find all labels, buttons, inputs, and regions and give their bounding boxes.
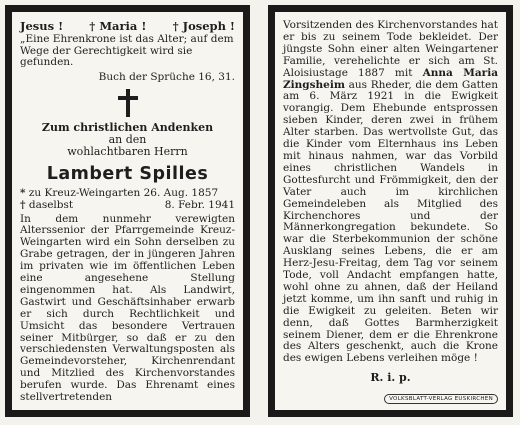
birth-text: zu Kreuz-Weingarten 26. Aug. 1857 [28,186,219,199]
invocation-jesus: Jesus ! [20,19,64,33]
biography-part1: Vorsitzenden des Kirchenvorstandes hat er bis zu seinem Tode bekleidet. Der jüngste Sohn einer alten Weingartener Familie, verehelichte er sich am St. Aloisiustage 1887 mit [283,19,498,79]
publisher-imprint: VOLKSBLATT-VERLAG EUSKIRCHEN [384,394,498,404]
invocation-joseph: † Joseph ! [172,19,235,33]
invocation-maria: † Maria ! [89,19,147,33]
memorial-honorific: wohlachtbaren Herrn [67,145,188,158]
cross-icon [118,89,138,117]
left-page [5,5,250,417]
spouse-name: Anna Maria Zingsheim [283,66,499,91]
memorial-subheading: an den [108,132,147,146]
right-page [268,5,513,417]
left-page-content [12,12,243,410]
death-line [20,199,235,211]
biography-part2: aus Rheder, die dem Gatten am 6. März 1921 in die Ewigkeit vorangig. Dem Ehebunde entsprossen sieben Kinder, deren zwei in frühem Alter starben. Das wertvollste Gut, das die Kinder vom Elternhaus ins Leben mit hinaus nahmen, war das Vorbild eines christlichen Wandels in Gottesfurcht und Frömmigkeit, den der Vater auch im kirchlichen Gemeindeleben als Mitglied des Kirchenchores und der Männerkongregation bekundete. So war die Sterbekommunion der schöne Ausklang seines Lebens, die er am Herz-Jesu-Freitag, dem Tag vor seinem Tode, voll Andacht empfangen hatte, wohl ohne zu ahnen, daß der Heiland jetzt komme, um ihn sanft und ruhig in die Ewigkeit zu geleiten. Beten wir denn, daß Gottes Barmherzigkeit seinem Diener, dem er die Ehrenkrone des Alters geschenkt, auch die Krone des ewigen Lebens verleihen möge ! [283,78,498,365]
deceased-name: Lambert Spilles [46,163,209,184]
death-place: daselbst [28,198,74,211]
cross-symbol: † [172,19,183,33]
quote-source: Buch der Sprüche 16, 31. [98,70,235,83]
bible-quote: „Eine Ehrenkrone ist das Alter; auf dem Wege der Gerechtigkeit wird sie gefunden. [20,33,234,68]
invocation-line [20,20,235,33]
birth-line [20,187,235,199]
biography-continued [283,20,498,365]
cross-symbol: † [89,19,100,33]
death-date: 8. Febr. 1941 [164,198,235,211]
right-page-content [275,12,506,410]
birth-symbol: * [20,186,26,199]
death-symbol: † [20,198,26,211]
memorial-heading: Zum christlichen Andenken [41,120,214,134]
biography-text: In dem nunmehr verewigten Alterssenior der Pfarrgemeinde Kreuz-Weingarten wird ein Sohn derselben zu Grabe getragen, der in jüngeren Jahren im privaten wie im öffentlichen Leben eine angesehene Stellung eingenommen hat. Als Landwirt, Gastwirt und Geschäftsinhaber erwarb er sich durch Rechtlichkeit und Umsicht das besondere Vertrauen seiner Mitbürger, so daß er zu den verschiedensten Verwaltungsposten als Gemeindevorsteher, Kirchenrendant und Mitzlied des Kirchenvorstandes berufen wurde. Das Ehrenamt eines stellvertretenden [20,212,235,404]
closing-rip: R. i. p. [370,371,411,385]
life-dates [20,187,235,211]
